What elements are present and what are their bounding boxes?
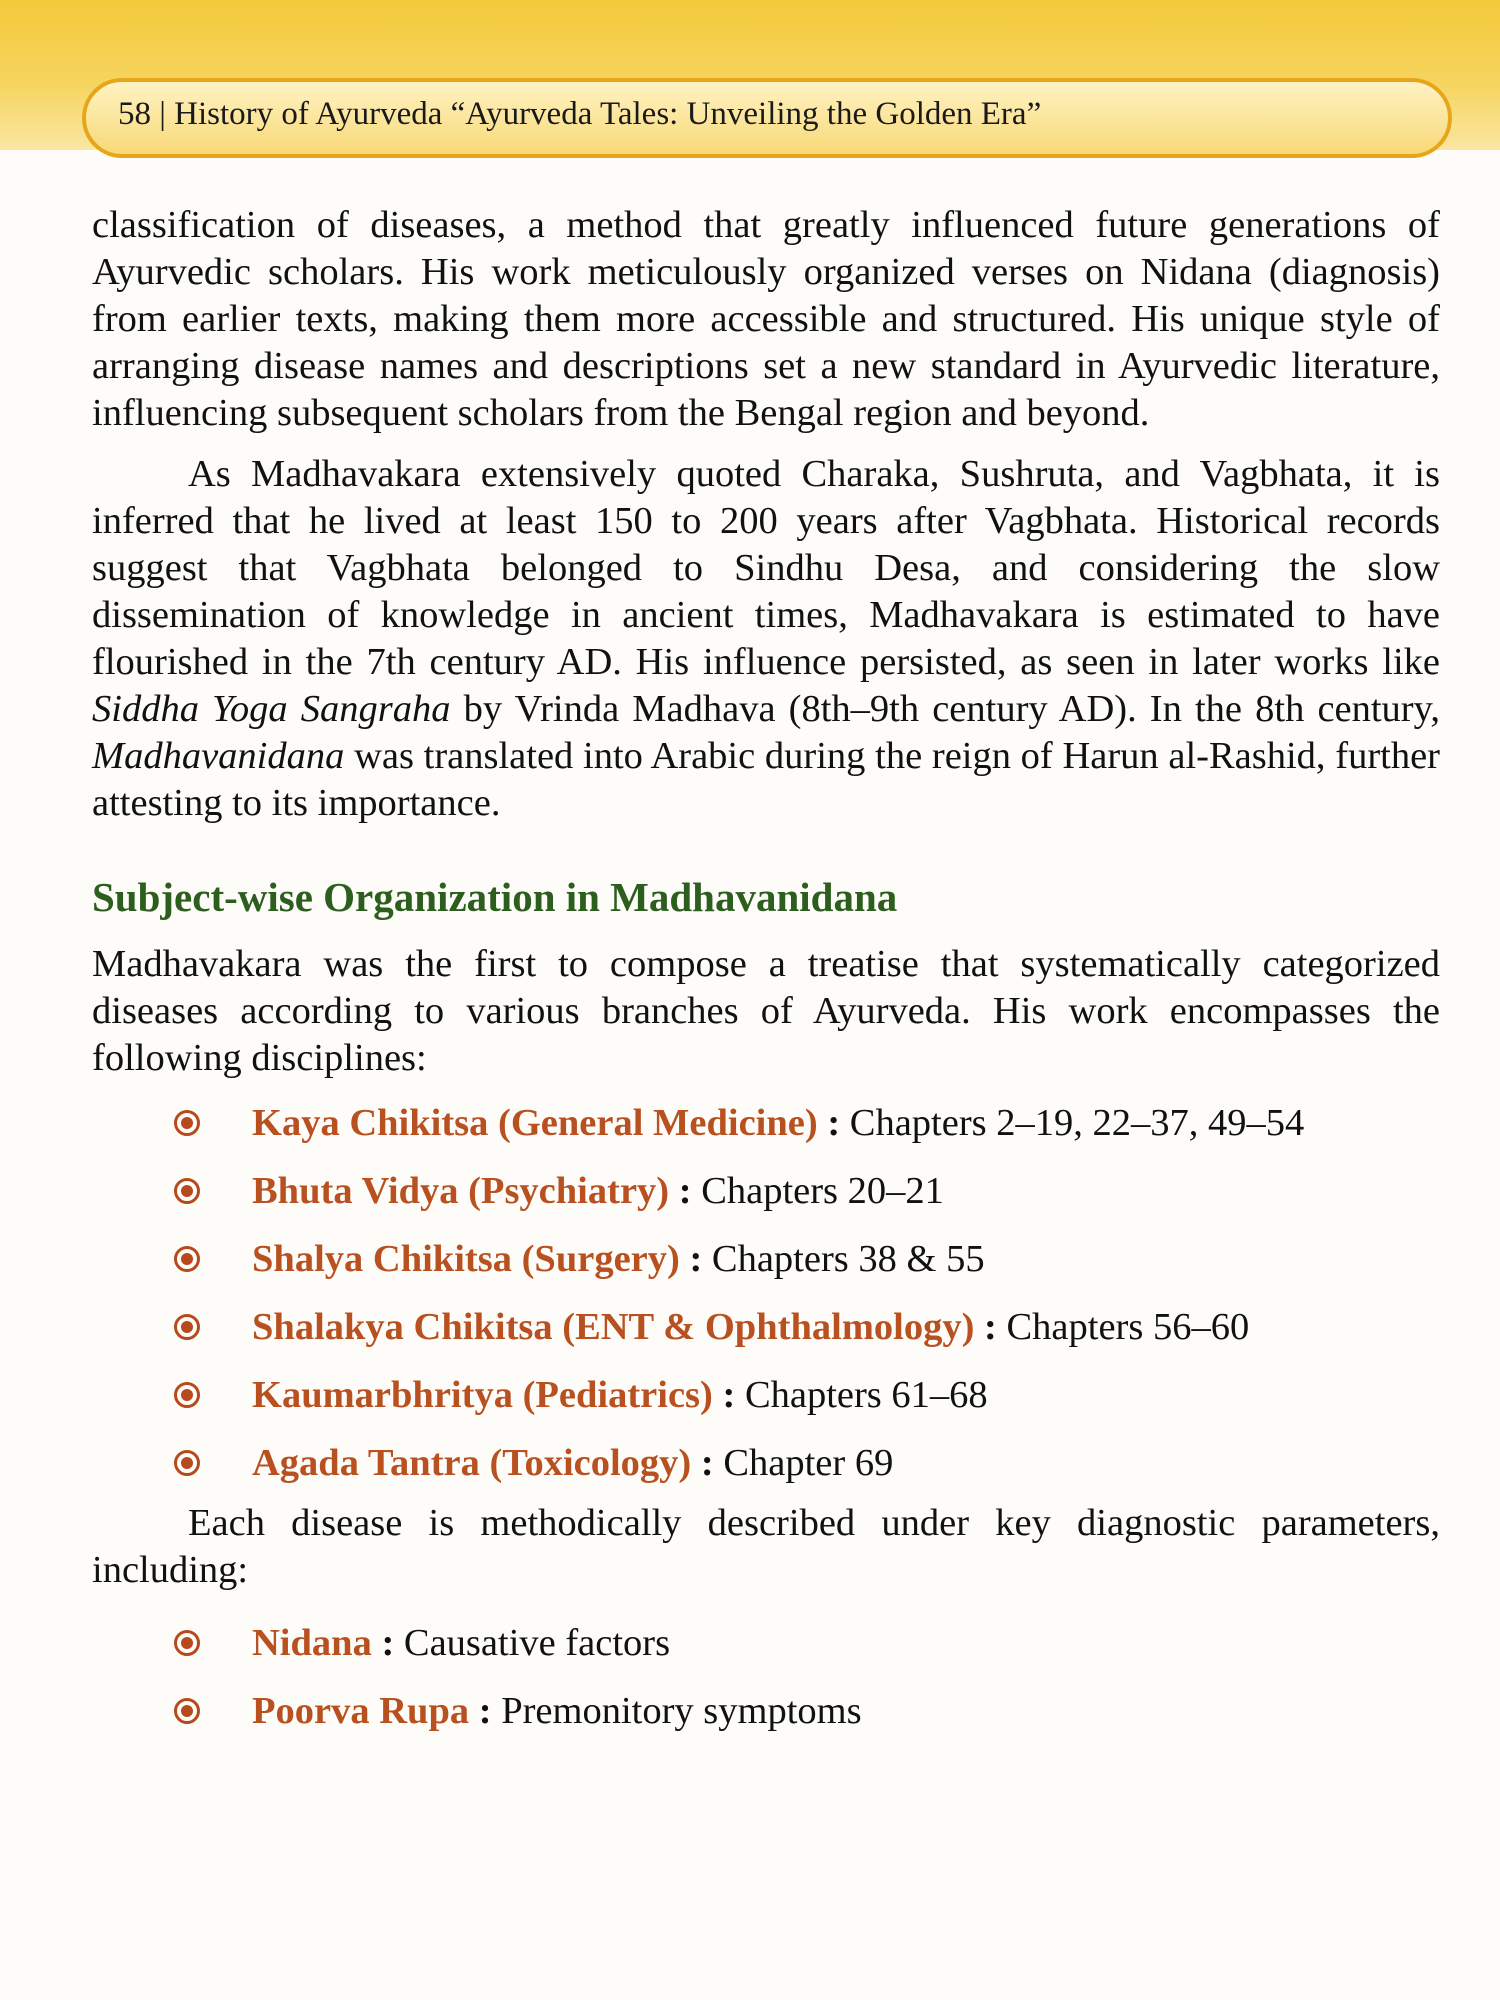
paragraph-2-text-3: was translated into Arabic during the reign of Harun al-Rashid, further attesting to its importance. — [92, 735, 1440, 824]
bullet-icon — [174, 1382, 200, 1408]
list-item — [92, 1620, 1440, 1667]
term-separator: : — [722, 1374, 736, 1416]
section-heading: Subject-wise Organization in Madhavanidana — [92, 874, 898, 920]
paragraph-2-text-2: by Vrinda Madhava (8th–9th century AD). In the 8th century, — [463, 688, 1441, 730]
bullet-icon — [174, 1110, 200, 1136]
page-body — [92, 202, 1440, 1756]
running-header — [118, 96, 1041, 133]
bullet-icon — [174, 1698, 200, 1724]
discipline-chapters: Chapters 61–68 — [744, 1374, 988, 1416]
discipline-chapters: Chapter 69 — [723, 1442, 894, 1484]
discipline-chapters: Chapters 56–60 — [1006, 1306, 1250, 1348]
term-separator: : — [827, 1102, 841, 1144]
discipline-term: Shalakya Chikitsa (ENT & Ophthalmology) — [252, 1306, 975, 1348]
list-item — [92, 1168, 1440, 1215]
paragraph-1: classification of diseases, a method that greatly influenced future generations of Ayurvedic scholars. His work meticulously organized verses on Nidana (diagnosis) from earlier texts, making them more accessible and structured. His unique style of arranging disease names and descriptions set a new standard in Ayurvedic literature, influencing subsequent scholars from the Bengal region and beyond. — [92, 204, 1440, 434]
parameters-list — [92, 1620, 1440, 1735]
list-item — [92, 1304, 1440, 1351]
term-separator: : — [984, 1306, 997, 1348]
book-title: History of Ayurveda “Ayurveda Tales: Unveiling the Golden Era” — [174, 96, 1042, 132]
discipline-term: Shalya Chikitsa (Surgery) — [252, 1238, 680, 1280]
bullet-icon — [174, 1178, 200, 1204]
list-item — [92, 1372, 1440, 1419]
term-separator: : — [689, 1238, 703, 1280]
page-number: 58 — [118, 96, 151, 132]
discipline-term: Agada Tantra (Toxicology) — [252, 1442, 692, 1484]
work-title-madhavanidana: Madhavanidana — [92, 735, 345, 777]
discipline-term: Kaumarbhritya (Pediatrics) — [252, 1374, 713, 1416]
paragraph-3: Madhavakara was the first to compose a treatise that systematically categorized diseases according to various branches of Ayurveda. His work encompasses the following disciplines: — [92, 943, 1440, 1079]
paragraph-2-text-1: As Madhavakara extensively quoted Charaka, Sushruta, and Vagbhata, it is inferred that he lived at least 150 to 200 years after Vagbhata. Historical records suggest that Vagbhata belonged to Sindhu Desa, and considering the slow dissemination of knowledge in ancient times, Madhavakara is estimated to have flourished in the 7th century AD. His influence persisted, as seen in later works like — [92, 453, 1440, 683]
list-item — [92, 1236, 1440, 1283]
discipline-term: Kaya Chikitsa (General Medicine) — [252, 1102, 818, 1144]
term-separator: : — [678, 1170, 692, 1212]
discipline-term: Bhuta Vidya (Psychiatry) — [252, 1170, 670, 1212]
parameter-description: Causative factors — [403, 1622, 671, 1664]
header-separator: | — [159, 96, 166, 132]
list-item — [92, 1440, 1440, 1487]
bullet-icon — [174, 1630, 200, 1656]
term-separator: : — [478, 1690, 492, 1732]
discipline-chapters: Chapters 20–21 — [701, 1170, 944, 1212]
list-item — [92, 1688, 1440, 1735]
disciplines-list — [92, 1100, 1440, 1487]
bullet-icon — [174, 1450, 200, 1476]
discipline-chapters: Chapters 38 & 55 — [711, 1238, 985, 1280]
term-separator: : — [700, 1442, 714, 1484]
bullet-icon — [174, 1246, 200, 1272]
bullet-icon — [174, 1314, 200, 1340]
paragraph-2 — [92, 451, 1440, 827]
parameter-description: Premonitory symptoms — [501, 1690, 862, 1732]
parameter-term: Poorva Rupa — [252, 1690, 470, 1732]
discipline-chapters: Chapters 2–19, 22–37, 49–54 — [849, 1102, 1305, 1144]
list-item — [92, 1100, 1440, 1147]
term-separator: : — [381, 1622, 395, 1664]
paragraph-4: Each disease is methodically described under key diagnostic parameters, including: — [92, 1502, 1440, 1591]
parameter-term: Nidana — [252, 1622, 372, 1664]
work-title-siddha-yoga-sangraha: Siddha Yoga Sangraha — [92, 688, 451, 730]
